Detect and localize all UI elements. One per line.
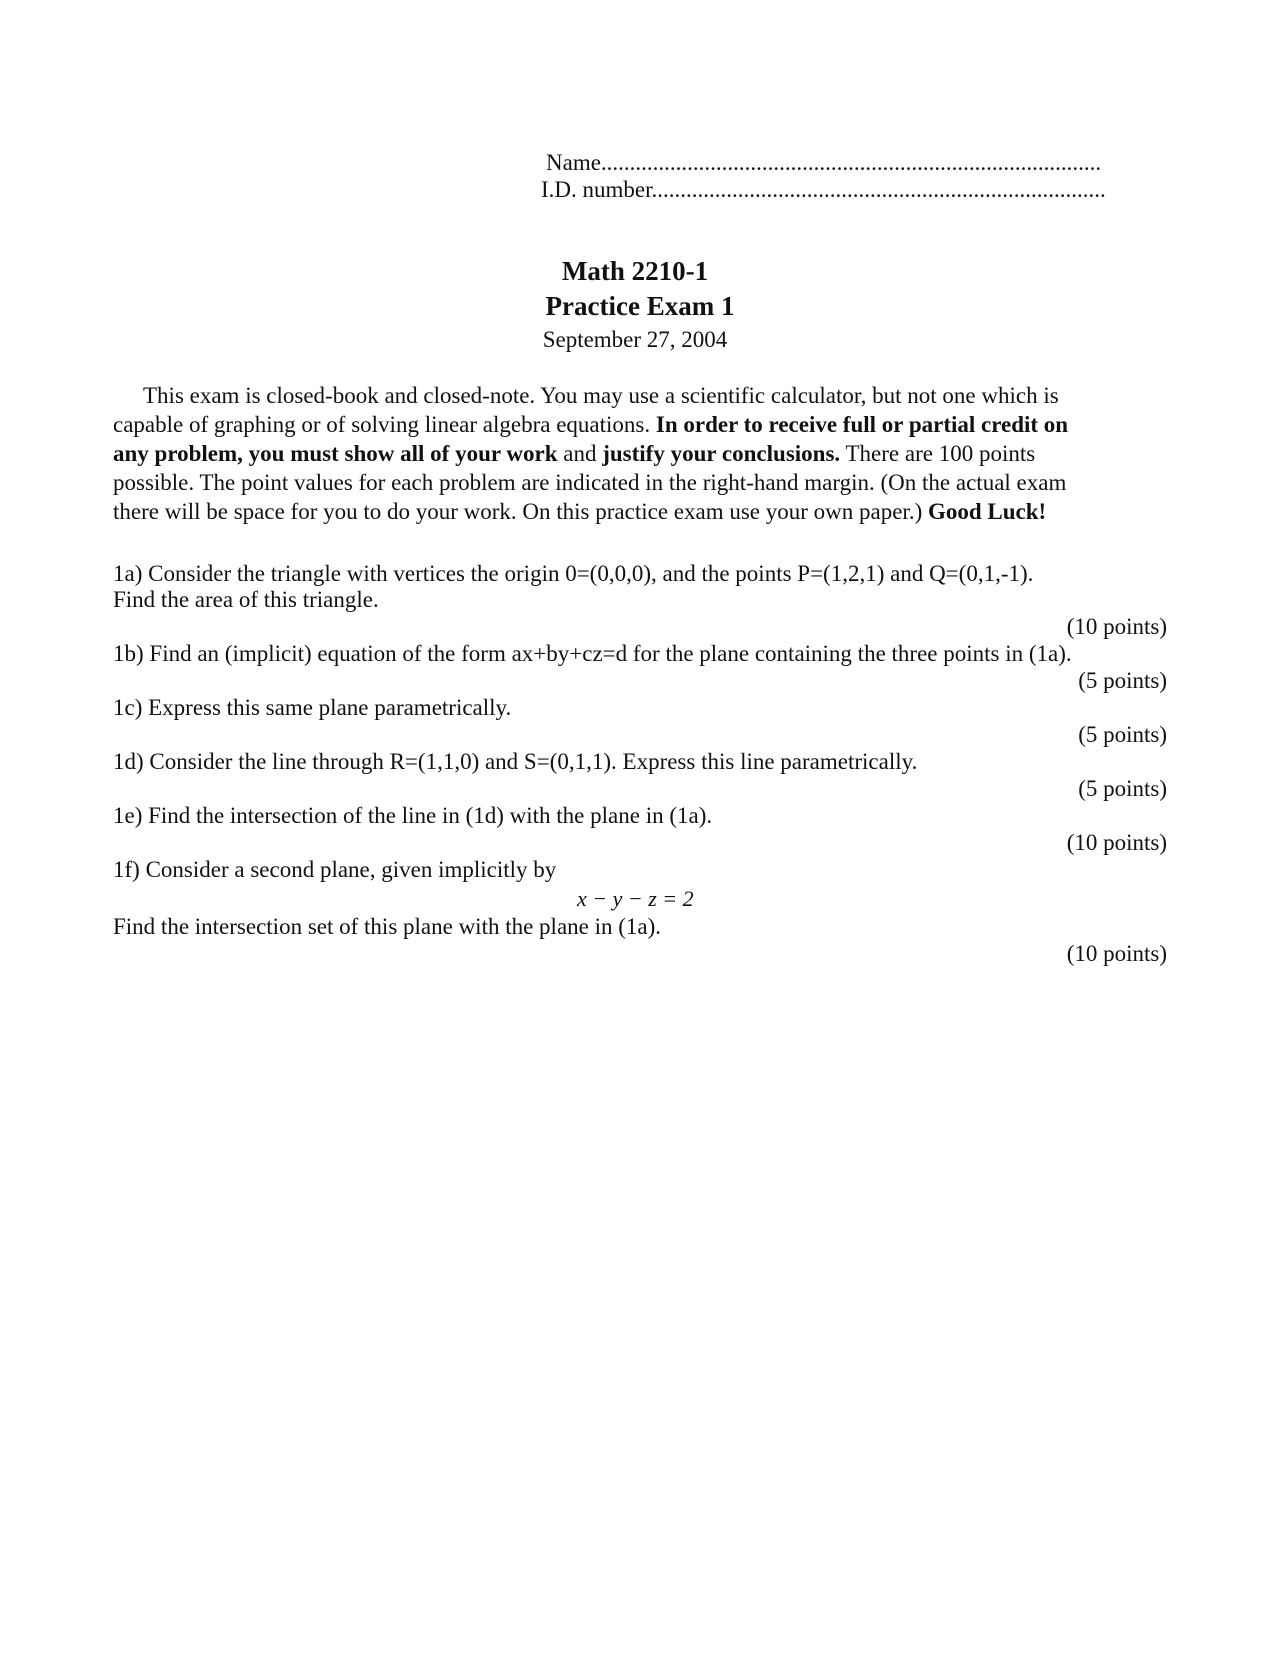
problem-1f-line-1: 1f) Consider a second plane, given implicitly by xyxy=(113,857,557,882)
instructions-paragraph xyxy=(113,381,1168,526)
instructions-line-3 xyxy=(113,439,1168,468)
good-luck-text: Good Luck! xyxy=(927,499,1047,524)
problem-1c-line-1: 1c) Express this same plane parametrically. xyxy=(113,695,512,720)
problem-1b-line-1: 1b) Find an (implicit) equation of the form ax+by+cz=d for the plane containing the three points in (1a). xyxy=(113,641,1072,666)
problem-1b-points: (5 points) xyxy=(1078,668,1167,693)
problem-1a-line-2: Find the area of this triangle. xyxy=(113,587,379,612)
problem-1d-line-1: 1d) Consider the line through R=(1,1,0) and S=(0,1,1). Express this line parametrically. xyxy=(113,749,918,774)
instructions-line-4: possible. The point values for each problem are indicated in the right-hand margin. (On the actual exam xyxy=(113,470,1067,495)
instructions-points-text: There are 100 points xyxy=(840,441,1036,466)
problem-1a-points: (10 points) xyxy=(1066,614,1167,639)
problem-1a-line-1: 1a) Consider the triangle with vertices the origin 0=(0,0,0), and the points P=(1,2,1) and Q=(0,1,-1). xyxy=(113,561,1034,586)
problem-1e-points: (10 points) xyxy=(1066,830,1167,855)
instructions-line-5 xyxy=(113,497,1168,526)
problem-1f-equation: x − y − z = 2 xyxy=(577,886,694,911)
exam-title: Practice Exam 1 xyxy=(545,291,735,321)
problem-1e-line-1: 1e) Find the intersection of the line in (1d) with the plane in (1a). xyxy=(113,803,713,828)
instructions-line-1: This exam is closed-book and closed-note. You may use a scientific calculator, but not one which is xyxy=(143,383,1059,408)
instructions-justify-emphasis: justify your conclusions. xyxy=(602,441,841,466)
instructions-line-2 xyxy=(113,410,1168,439)
instructions-line-2-text: capable of graphing or of solving linear algebra equations. xyxy=(113,412,656,437)
instructions-line-5-text: there will be space for you to do your work. On this practice exam use your own paper.) xyxy=(113,499,928,524)
instructions-show-work-emphasis: any problem, you must show all of your work xyxy=(113,441,558,466)
instructions-credit-emphasis: In order to receive full or partial credit on xyxy=(655,412,1069,437)
exam-date: September 27, 2004 xyxy=(542,327,728,352)
problem-1f-line-2: Find the intersection set of this plane with the plane in (1a). xyxy=(113,914,662,939)
problem-1c-points: (5 points) xyxy=(1078,722,1167,747)
problem-1d-points: (5 points) xyxy=(1078,776,1167,801)
name-field-label: Name....................................................................................... xyxy=(546,150,1102,175)
instructions-and-text: and xyxy=(557,441,603,466)
problem-1f-points: (10 points) xyxy=(1066,941,1167,966)
course-title: Math 2210-1 xyxy=(561,256,709,286)
id-number-field-label: I.D. number............................................................................... xyxy=(541,177,1106,202)
